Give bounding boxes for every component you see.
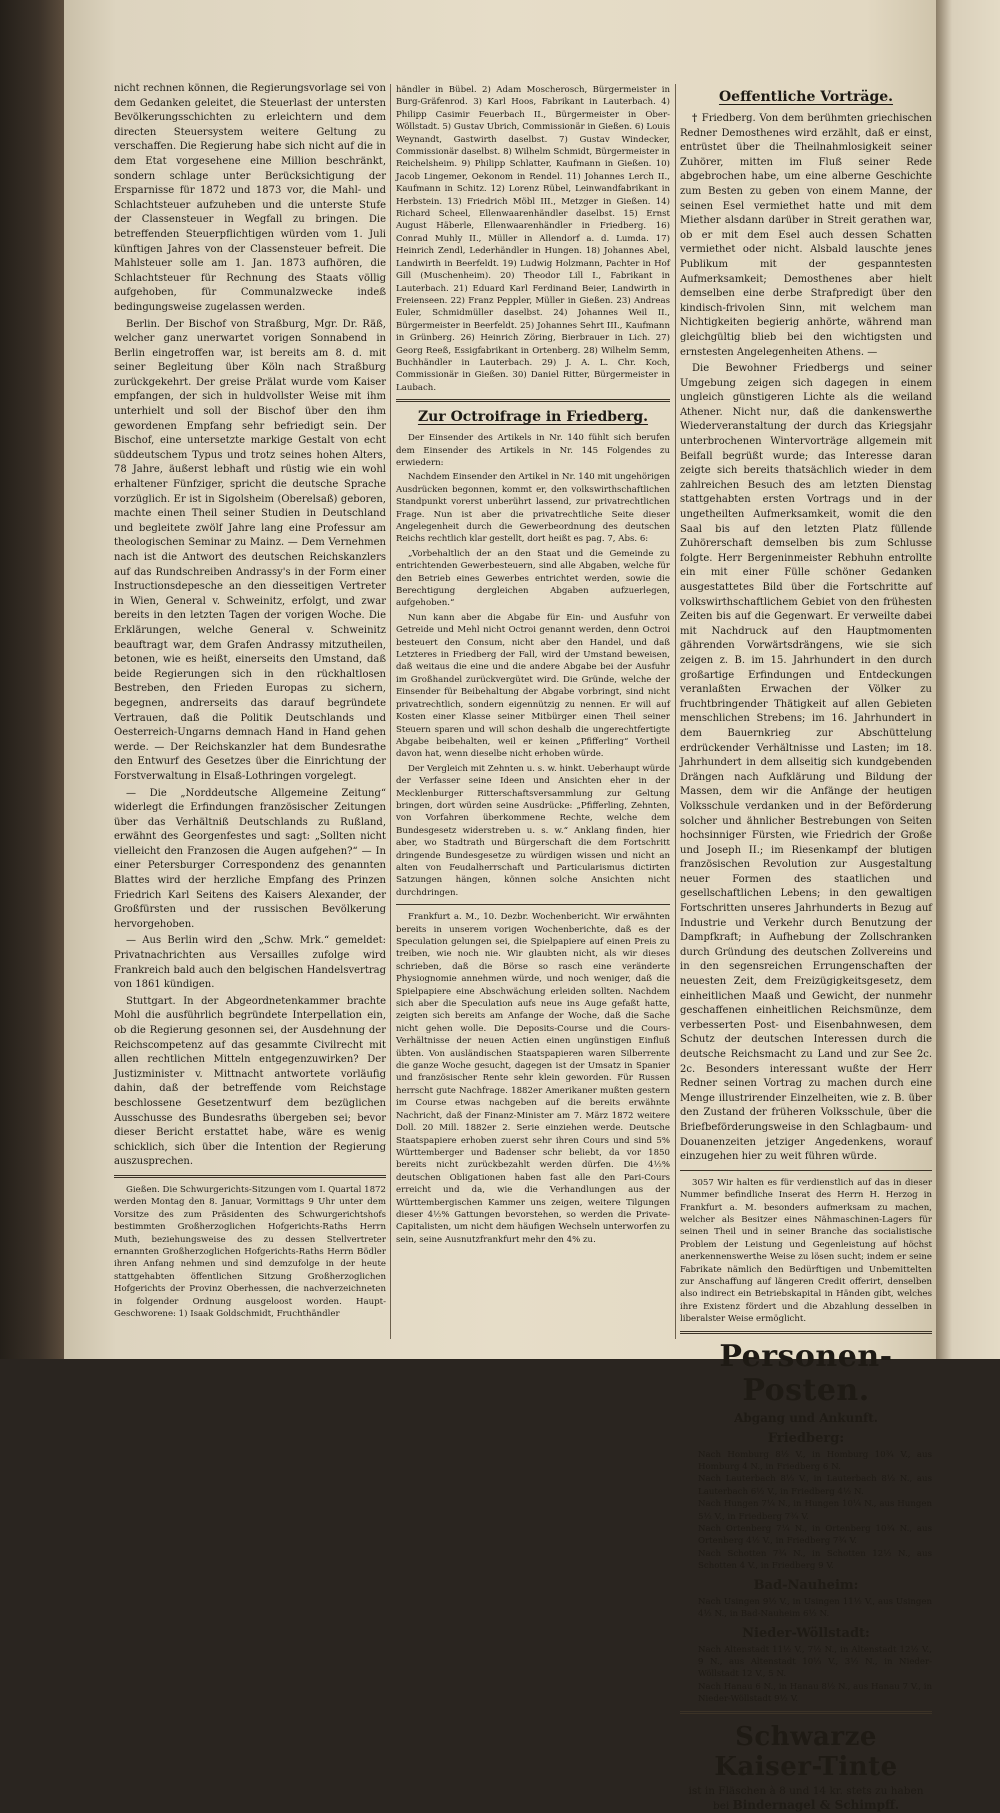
- schedule-row: Nach Ortenberg 7¼ N., in Ortenberg 10¾ N., aus Ortenberg 4½ V., in Friedberg 7¾ V.: [698, 1524, 932, 1547]
- lectures-intro: † Friedberg. Von dem berühmten griechischen Redner Demosthenes wird erzählt, daß er einst, entrüstet über die Theilnahmlosigkeit seiner Zuhörer, mitten im Fluß seiner Rede abgebrochen habe, um eine alberne Geschichte zum Besten zu geben von einem Manne, der seinen Esel vermiethet hatte und mit dem Miether alsdann darüber in Streit gerathen war, ob er mit dem Esel auch dessen Schatten vermiethet oder nicht. Alsbald lauschte jenes Publikum mit der gespanntesten Aufmerksamkeit; Demosthenes aber hielt demselben eine derbe Strafpredigt über den kindisch-frivolen Sinn, mit welchem man Nichtigkeiten begierig anhörte, während man gleichgültig blieb bei den wichtigsten und ernstesten Angelegenheiten Athens. —: [680, 113, 932, 358]
- octroi-intro: Der Einsender des Artikels in Nr. 140 fühlt sich berufen dem Einsender des Artikels in Nr. 145 Folgendes zu erwiedern:: [396, 433, 670, 468]
- article-tax-reform: nicht rechnen können, die Regierungsvorlage sei von dem Gedanken geleitet, die Steuerlast der untersten Bevölkerungsschichten zu erleichtern und dem directen Steuersystem weitere Geltung zu verschaffen. Die Regierung habe sich nicht auf die in dem Etat vorgesehene eine Million beschränkt, sondern schlage unter Berücksichtigung der Ersparnisse für 1872 und 1873 vor, die Mahl- und Schlachtsteuer aufzuheben und die unterste Stufe der Classensteuer in Wegfall zu bringen. Die betreffenden Steuerpflichtigen würden vom 1. Juli künftigen Jahres von der Classensteuer befreit. Die Mahlsteuer solle am 1. Jan. 1873 aufhören, die Schlachtsteuer für Rechnung des Staats völlig aufgehoben, für Communalzwecke indeß bedingungsweise zugelassen werden.: [114, 83, 386, 313]
- lectures-heading: Oeffentliche Vorträge.: [718, 89, 894, 105]
- octroi-heading: Zur Octroifrage in Friedberg.: [417, 409, 649, 426]
- section-divider: [396, 904, 670, 905]
- schedule-row: Nach Usingen 9½ V., in Usingen 11½ V., aus Usingen 4½ N., in Bad-Nauheim 6½ N.: [698, 1596, 932, 1620]
- section-divider: [680, 1711, 932, 1714]
- newspaper-page: [64, 0, 936, 1812]
- dagger-icon: †: [692, 113, 698, 124]
- schedule-row: Nach Hungen 7¼ N., in Hungen 10¼ N., aus Hungen 5½ V., in Friedberg 7¾ V.: [698, 1499, 932, 1522]
- article-norddeutsche-zeitung: — Die „Norddeutsche Allgemeine Zeitung“ widerlegt die Erfindungen französischer Zeitungen über das Verhältniß Deutschlands zu Rußland, erwähnt des Georgenfestes und sagt: „Sollten nicht vielleicht den Franzosen die Augen aufgehen?“ — In einer Petersburger Correspondenz des genannten Blattes wird der herzliche Empfang des Prinzen Friedrich Karl Seitens des Kaisers Alexander, der Großfürsten und der russischen Bevölkerung hervorgehoben.: [114, 787, 386, 930]
- binding-gutter: [0, 0, 64, 1359]
- ad-ink-seller: Bindernagel & Schimpff.: [732, 1797, 900, 1812]
- jury-list: händler in Bübel. 2) Adam Moscherosch, Bürgermeister in Burg-Gräfenrod. 3) Karl Hoos, Fabrikant in Lauterbach. 4) Philipp Casimir Feuerbach II., Bürgermeister in Ober-Wöllstadt. 5) Gustav Ubrich, Commissionär in Gießen. 6) Louis Weynandt, Gastwirth daselbst. 7) Gustav Windecker, Commissionär daselbst. 8) Wilhelm Schmidt, Bürgermeister in Reichelsheim. 9) Philipp Schlatter, Kaufmann in Gießen. 10) Jacob Lingemer, Oekonom in Rendel. 11) Johannes Lerch II., Kaufmann in Schitz. 12) Lorenz Rübel, Leinwandfabrikant in Herbstein. 13) Friedrich Möbl III., Metzger in Gießen. 14) Richard Scheel, Ellenwaarenhändler daselbst. 15) Ernst August Häberle, Ellenwaarenhändler in Friedberg. 16) Conrad Muhly II., Müller in Allendorf a. d. Lumda. 17) Heinrich Zendl, Lederhändler in Hungen. 18) Johannes Abel, Landwirth in Beerfeldt. 19) Ludwig Holzmann, Pachter in Hof Gill (Muschenheim). 20) Theodor Lill I., Fabrikant in Lauterbach. 21) Eduard Karl Ferdinand Beier, Landwirth in Freienseen. 22) Franz Peppler, Müller in Gießen. 23) Andreas Euler, Schmidmüller daselbst. 24) Johannes Weil II., Bürgermeister in Beerfeldt. 25) Johannes Sehrt III., Kaufmann in Grünberg. 26) Heinrich Zöring, Bierbrauer in Lich. 27) Georg Reeß, Essigfabrikant in Ortenberg. 28) Wilhelm Semm, Buchhändler in Lauterbach. 29) J. A. L. Chr. Koch, Commissionär in Gießen. 30) Daniel Ritter, Bürgermeister in Laubach.: [396, 85, 670, 393]
- station-nieder-woellstadt: Nieder-Wöllstadt:: [742, 1625, 870, 1641]
- column-rule: [390, 84, 391, 1339]
- lectures-body: Die Bewohner Friedbergs und seiner Umgebung zeigen sich dagegen in einem ungleich günstigeren Lichte als die weiland Athener. Nicht nur, daß die dankenswerthe Wiederveranstaltung der durch das Kriegsjahr unterbrochenen Wintervorträge allgemein mit Beifall begrüßt wurde; das Interesse daran zeigte sich bereits thatsächlich wieder in dem zahlreichen Besuch des am letzten Dienstag stattgehabten ersten Vortrags und in der ungetheilten Aufmerksamkeit, womit die den Saal bis auf den letzten Platz füllende Zuhörerschaft demselben bis zum Schlusse folgte. Herr Bergeninmeister Rebhuhn entrollte ein mit einer Fülle schöner Gedanken ausgestattetes Bild über die Fortschritte auf volkswirthschaftlichem Gebiet von den frühesten Zeiten bis auf die Gegenwart. Er verweilte dabei mit Nachdruck auf den Hauptmomenten gährenden Vorwärtsdrängens, wie sie sich zeigen z. B. im 15. Jahrhundert in den durch großartige Erfindungen und Entdeckungen veranlaßten Erwachen der Völker zu fruchtbringender Thätigkeit auf allen Gebieten menschlichen Strebens; im 16. Jahrhundert in dem Bauernkrieg zur Abschüttelung erdrückender Verhältnisse und Lasten; im 18. Jahrhundert in dem allseitig sich kundgebenden Drängen nach Aufklärung und Bildung der Massen, dem wir die Anfänge der heutigen Volksschule verdanken und in der Beförderung solcher und ähnlicher Bestrebungen von Seiten hochsinniger Fürsten, wie Friedrich der Große und Joseph II.; im Riesenkampf der blutigen französischen Revolution zur Ausgestaltung neuer Formen des staatlichen und gesellschaftlichen Lebens; in den gewaltigen Fortschritten unseres Jahrhunderts in Bezug auf Industrie und Verkehr durch Benutzung der Dampfkraft; in Aufhebung der Zollschranken durch Gründung des deutschen Zollvereins und in den segensreichen Errungenschaften der neuesten Zeit, dem Freizügigkeitsgesetz, dem einheitlichen Maaß und Gewicht, der nunmehr geschaffenen einheitlichen Reichsmünze, dem verbesserten Post- und Eisenbahnwesen, dem Schutz der deutschen Interessen durch die deutsche Reichsmacht zu Land und zur See 2c. 2c. Besonders interessant wußte der Herr Redner seinen Vortrag zu machen durch eine Menge illustrirender Einzelheiten, wie z. B. über den Zustand der früheren Volksschule, über die Briefbeförderungsweise in den Schlagbaum- und Douanenzeiten jetziger Angedenkens, worauf einzugehen hier zu weit führen würde.: [680, 363, 932, 1163]
- section-divider: [680, 1331, 932, 1334]
- octroi-body-3: Der Vergleich mit Zehnten u. s. w. hinkt. Ueberhaupt würde der Verfasser seine Ideen und Ansichten eher in der Mecklenburger Ritterschaftsversammlung zur Geltung bringen, dort würden seine Ausdrücke: „Pfifferling, Zehnten, von Vorfahren überkommene Rechte, welche dem Bundesgesetz widerstreben u. s. w.“ Anklang finden, hier aber, wo Stadtrath und Bürgerschaft die dem Fortschritt dringende Bundesgesetze zu würdigen wissen und nicht an alten von Feudalherrschaft und Particularismus dictirten Satzungen hängen, können solche Ansichten nicht durchdringen.: [396, 763, 670, 898]
- column-middle: [396, 84, 670, 1341]
- article-berlin-bishop: Berlin. Der Bischof von Straßburg, Mgr. Dr. Räß, welcher ganz unerwartet vorigen Sonnabend in Berlin eingetroffen war, ist bereits am 8. d. mit seiner Begleitung über Köln nach Straßburg zurückgekehrt. Der greise Prälat wurde vom Kaiser empfangen, der sich in huldvollster Weise mit ihm unterhielt und soll der Bischof über den ihm gewordenen Empfang sehr befriedigt sein. Der Bischof, eine untersetzte markige Gestalt von echt süddeutschem Typus und trotz seines hohen Alters, 78 Jahre, äußerst lebhaft und rüstig wie ein wohl erhaltener Fünfziger, spricht die deutsche Sprache vorzüglich. Er ist in Sigolsheim (Oberelsaß) geboren, machte einen Theil seiner Studien in Deutschland und begleitete zwölf Jahre lang eine Professur am theologischen Seminar zu Mainz. — Dem Vernehmen nach ist die Antwort des deutschen Reichskanzlers auf das Rundschreiben Andrassy's in der Form einer Instructionsdepesche an den diesseitigen Vertreter in Wien, General v. Schweinitz, erfolgt, und zwar bereits in den letzten Tagen der vorigen Woche. Die Erklärungen, welche General v. Schweinitz beauftragt war, dem Grafen Andrassy mitzutheilen, betonen, wie es heißt, einerseits den Umstand, daß beide Regierungen sich in den rückhaltlosen Bestreben, den Frieden Europas zu sichern, begegnen, andrerseits das darauf begründete Vertrauen, daß die Politik Deutschlands und Oesterreich-Ungarns demnach Hand in Hand gehen werde. — Der Reichskanzler hat dem Bundesrathe den Entwurf des Gesetzes über die Einrichtung der Forstverwaltung in Elsaß-Lothringen vorgelegt.: [114, 318, 386, 782]
- octroi-body-2: Nun kann aber die Abgabe für Ein- und Ausfuhr von Getreide und Mehl nicht Octroi genannt werden, denn Octroi besteuert den Consum, nicht aber den Handel, und daß Letzteres in Friedberg der Fall, wird der Umstand beweisen, daß weitaus die eine und die andere Abgabe bei der Ausfuhr im Großhandel zurückvergütet wird. Die Gründe, welche der Einsender für Beibehaltung der Abgabe vorbringt, sind nicht privatrechtlich, sondern eigennützig zu nennen. Er will auf Kosten einer Klasse seiner Mitbürger einen Theil seiner Steuern sparen und will schon deshalb die ungerechtfertigte Abgabe beibehalten, weil er keinen „Pfifferling“ Vortheil davon hat, wenn dieselbe nicht erhoben würde.: [396, 612, 670, 760]
- column-left: [114, 82, 386, 1341]
- section-divider: [114, 1175, 386, 1178]
- section-divider: [680, 1170, 932, 1171]
- octroi-quote: „Vorbehaltlich der an den Staat und die Gemeinde zu entrichtenden Gewerbesteuern, sind alle Abgaben, welche für den Betrieb eines Gewerbes entrichtet werden, sowie die Berechtigung dergleichen Abgaben aufzuerlegen, aufgehoben.“: [396, 548, 670, 609]
- ad-ink-description: ist in Fläschen à 8 und 14 kr. stets zu haben bei: [688, 1784, 924, 1812]
- octroi-body-1: Nachdem Einsender den Artikel in Nr. 140 mit ungehörigen Ausdrücken begonnen, kommt er, den volkswirthschaftlichen Standpunkt vorerst unberührt lassend, zur privatrechtlichen Frage. Nun ist aber die privatrechtliche Seite dieser Angelegenheit durch die Gewerbeordnung des deutschen Reichs rechtlich klar gestellt, dort heißt es pag. 7, Abs. 6:: [396, 472, 670, 545]
- schedule-row: Nach Homburg 8½ V., in Homburg 10¾ V., aus Homburg 4 N., in Friedberg 6 N.: [698, 1449, 932, 1473]
- article-stuttgart: Stuttgart. In der Abgeordnetenkammer brachte Mohl die ausführlich begründete Interpellation ein, ob die Regierung gesonnen sei, der Ausdehnung der Reichscompetenz auf das gesammte Civilrecht mit allen rechtlichen Mitteln entgegenzuwirken? Der Justizminister v. Mittnacht antwortete vorläufig dahin, daß der betreffende vom Reichstage beschlossene Gesetzentwurf dem bezüglichen Ausschusse des Bundesraths übergeben sei; bevor dieser Bericht erstattet habe, wäre es wenig schicklich, sich über die Intention der Regierung auszusprechen.: [114, 995, 386, 1168]
- schedule-row: Nach Lauterbach 8⅓ V., in Lauterbach 8⅓ N., aus Lauterbach 6½ V., in Friedberg 4½ N.: [698, 1474, 932, 1497]
- article-giessen-jury: Gießen. Die Schwurgerichts-Sitzungen vom I. Quartal 1872 werden Montag den 8. Januar, Vormittags 9 Uhr unter dem Vorsitze des zum Präsidenten des Schwurgerichtshofs bestimmten Großherzoglichen Hofgerichts-Raths Herrn Muth, beziehungsweise des zu dessen Stellvertreter ernannten Großherzoglichen Hofgerichts-Raths Herrn Bödler ihren Anfang nehmen und sind demzufolge in der heute stattgehabten öffentlichen Sitzung Großherzoglichen Hofgerichts der Provinz Oberhessen, die nachverzeichneten in folgender Ordnung ausgeloost worden. Haupt-Geschworene: 1) Isaak Goldschmidt, Fruchthändler: [114, 1184, 386, 1319]
- station-bad-nauheim: Bad-Nauheim:: [753, 1577, 859, 1593]
- ad-ink-title: Schwarze Kaiser-Tinte: [714, 1721, 898, 1782]
- ad-ink-text: [680, 1784, 932, 1813]
- schedule-row: Nach Schotten 7¾ N., in Schotten 12½ N., aus Schotten 4 V., in Friedberg 9 V.: [698, 1548, 932, 1572]
- notice-herzog: 3057 Wir halten es für verdienstlich auf das in dieser Nummer befindliche Inserat des Herrn H. Herzog in Frankfurt a. M. besonders aufmerksam zu machen, welcher als Besitzer eines Nähmaschinen-Lagers für seinen Theil und in seiner Branche das socialistische Problem der Leistung und Gegenleistung auf höchst anerkennenswerthe Weise zu lösen sucht; indem er seine Fabrikate nämlich den Bedürftigen und Unbemittelten zur Anschaffung auf längeren Credit offerirt, denselben also indirect ein Betriebskapital in Händen gibt, welches ihre Existenz fördert und die Abzahlung desselben in liberalster Weise ermöglicht.: [680, 1177, 932, 1325]
- article-versailles-report: — Aus Berlin wird den „Schw. Mrk.“ gemeldet: Privatnachrichten aus Versailles zufolge wird Frankreich bald auch den belgischen Handelsvertrag von 1861 kündigen.: [114, 935, 386, 991]
- section-divider: [396, 399, 670, 402]
- posts-subtitle: Abgang und Ankunft.: [734, 1410, 878, 1425]
- posts-title: Personen-Posten.: [719, 1338, 893, 1408]
- adjacent-page-edge: [936, 0, 1000, 1359]
- frankfurt-weekly-report: Frankfurt a. M., 10. Dezbr. Wochenbericht. Wir erwähnten bereits in unserem vorigen Wochenberichte, daß es der Speculation gelungen sei, die Spielpapiere auf einen Preis zu treiben, wie noch nie. Wir glaubten nicht, als wir dieses schrieben, daß die Börse so rasch eine veränderte Physiognomie annehmen würde, und noch weniger, daß die Spielpapiere eine Abschwächung erleiden sollten. Nachdem sich aber die Speculation aufs neue ins Auge gefaßt hatte, zeigten sich bereits am Anfange der Woche, daß die Sache nicht gehen wolle. Die Deposits-Course und die Cours-Verhältnisse der neuen Actien einen ungünstigen Einfluß übten. Von ausländischen Staatspapieren waren Silberrente die ganze Woche gesucht, dagegen ist der Umsatz in Spanier und französischer Rente sehr klein geworden. Für Russen herrscht gute Nachfrage. 1882er Amerikaner mußten gestern im Course etwas nachgeben auf die bereits erwähnte Nachricht, daß der Finanz-Minister am 7. März 1872 weitere Doll. 20 Mill. 1882er 2. Serie einziehen werde. Deutsche Staatspapiere erhoben zuerst sehr ihren Cours und sind 5% Württemberger und Badenser schr beliebt, da vor 1850 bereits nicht zurückbezahlt werden dürfen. Die 4½% deutschen Obligationen haben fast alle den Pari-Cours erreicht und da, wie die Verhandlungen aus der Württembergischen Kammer uns zeigen, weitere Tilgungen dieser 4½% Gattungen bevorstehen, so werden die Private-Capitalisten, um nicht dem häufigen Wechseln unterworfen zu sein, seine Ausnutzfrankfurt mehr den 4% zu.: [396, 912, 670, 1245]
- station-friedberg: Friedberg:: [767, 1430, 845, 1446]
- schedule-row: Nach Hanau 6 N., in Hanau 8½ N., aus Hanau 7 V., in Nieder-Wöllstadt 9½ V.: [698, 1681, 932, 1705]
- column-rule: [675, 84, 676, 1339]
- column-right: [680, 84, 932, 1812]
- schedule-row: Nach Altenstadt 11½ V., 7½ N., in Altenstadt 12½ V., 9 N., aus Altenstadt 10⅓ V., 3½ N., in Nieder-Wöllstadt 12 V., 5 N.: [698, 1644, 932, 1680]
